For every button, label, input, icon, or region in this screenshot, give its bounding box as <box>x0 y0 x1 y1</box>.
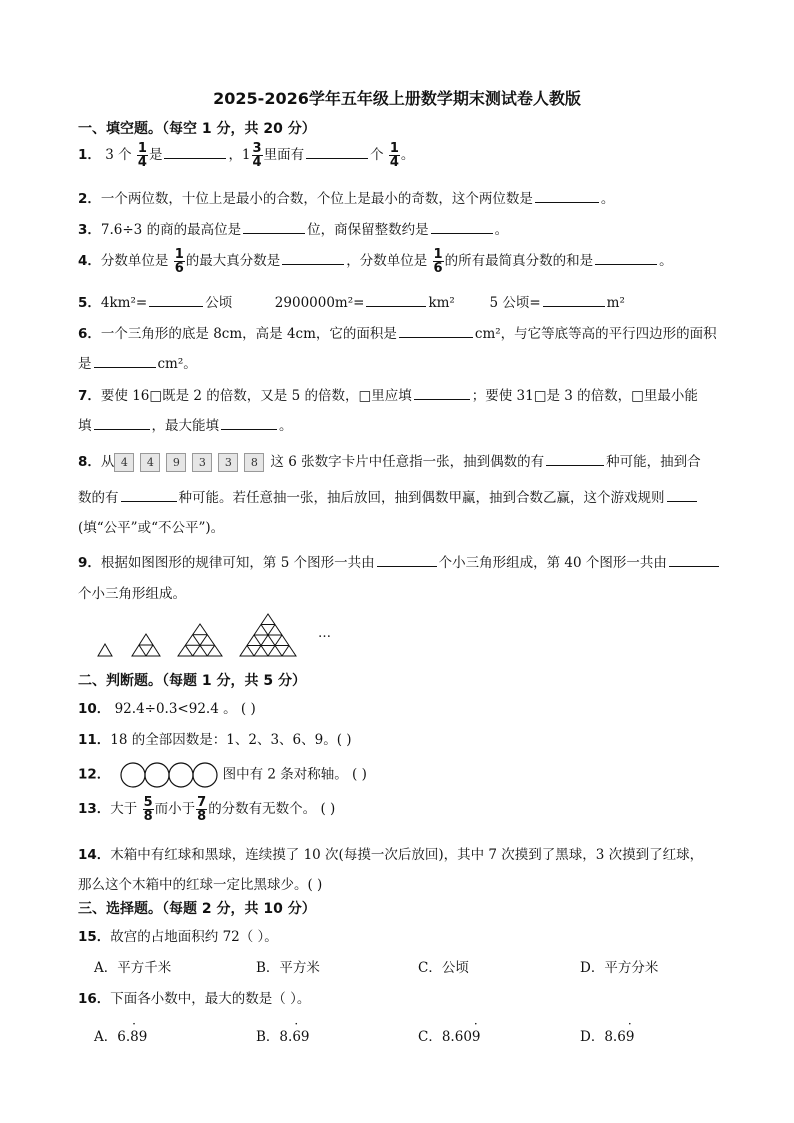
answer-blank[interactable] <box>414 386 470 400</box>
number-card: 8 <box>244 453 264 472</box>
fraction: $\frac{3}{4}$ <box>252 141 262 170</box>
answer-blank[interactable] <box>306 145 368 159</box>
answer-blank[interactable] <box>149 293 203 307</box>
question-10: 10． 92.4÷0.3<92.4 。 ( ) <box>78 701 256 717</box>
answer-blank[interactable] <box>543 293 605 307</box>
q16-option-a[interactable]: A．6.· 89 <box>94 1025 147 1045</box>
question-11: 11．18 的全部因数是：1、2、3、6、9。( ) <box>78 732 352 748</box>
triangle-figure-2 <box>132 634 160 656</box>
answer-blank[interactable] <box>282 251 344 265</box>
question-5: 5．4km²= 公顷 2900000m²= km² 5 公顷= m² <box>78 295 625 311</box>
question-7-line-2: 填 ，最大能填 。 <box>78 418 293 434</box>
fraction: $\frac{1}{6}$ <box>174 247 184 276</box>
pattern-ellipsis: … <box>318 626 331 641</box>
q15-option-c[interactable]: C．公顷 <box>418 960 469 976</box>
answer-blank[interactable] <box>243 220 305 234</box>
q15-option-a[interactable]: A．平方千米 <box>94 960 172 976</box>
four-circles-figure <box>115 762 223 788</box>
answer-blank[interactable] <box>595 251 657 265</box>
question-14-line-2: 那么这个木箱中的红球一定比黑球少。( ) <box>78 877 323 893</box>
fraction: $\frac{1}{4}$ <box>137 141 147 170</box>
question-12: 12． 图中有 2 条对称轴。 ( ) <box>78 762 367 788</box>
question-8-line-2: 数的有 种可能。若任意抽一张，抽后放回，抽到偶数甲赢，抽到合数乙赢，这个游戏规则 <box>78 486 699 506</box>
q15-option-d[interactable]: D．平方分米 <box>580 960 659 976</box>
answer-blank[interactable] <box>94 354 156 368</box>
question-6-line-1: 6．一个三角形的底是 8cm，高是 4cm，它的面积是 cm²，与它等底等高的平行四边形的面积 <box>78 326 717 342</box>
triangle-figure-4 <box>240 614 296 656</box>
answer-blank[interactable] <box>164 145 226 159</box>
question-9-line-2: 个小三角形组成。 <box>78 586 186 602</box>
answer-blank[interactable] <box>399 324 473 338</box>
section-true-false-heading: 二、判断题。（每题 1 分，共 5 分） <box>78 673 306 689</box>
number-card: 4 <box>114 453 134 472</box>
fraction: $\frac{7}{8}$ <box>197 795 207 824</box>
question-14-line-1: 14．木箱中有红球和黑球，连续摸了 10 次(每摸一次后放回)，其中 7 次摸到了黑球，3 次摸到了红球， <box>78 847 704 863</box>
question-8-line-3: (填“公平”或“不公平”)。 <box>78 520 225 536</box>
section-fill-blank-heading: 一、填空题。（每空 1 分，共 20 分） <box>78 121 316 137</box>
number-card: 3 <box>192 453 212 472</box>
question-6-line-2: 是 cm²。 <box>78 356 197 372</box>
fraction: $\frac{1}{4}$ <box>389 141 399 170</box>
question-13: 13．大于 $\frac{5}{8}$ 而小于 $\frac{7}{8}$ 的分数有无数个。 ( ) <box>78 795 336 824</box>
fraction: $\frac{5}{8}$ <box>143 795 153 824</box>
question-1: 1． 3 个 $\frac{1}{4}$ 是 ，1 $\frac{3}{4}$ 里面有 个 $\frac{1}{4}$ 。 <box>78 141 415 170</box>
answer-blank[interactable] <box>431 220 493 234</box>
section-multiple-choice-heading: 三、选择题。（每题 2 分，共 10 分） <box>78 901 316 917</box>
q16-option-c[interactable]: C．8.60· 9 <box>418 1025 481 1045</box>
answer-blank[interactable] <box>121 488 177 502</box>
answer-blank[interactable] <box>535 189 599 203</box>
answer-blank[interactable] <box>221 416 277 430</box>
number-card: 9 <box>166 453 186 472</box>
answer-blank[interactable] <box>94 416 150 430</box>
page-title: 2025-2026学年五年级上册数学期末测试卷人教版 <box>213 89 581 108</box>
triangle-figure-3 <box>178 624 222 656</box>
question-9-line-1: 9．根据如图图形的规律可知，第 5 个图形一共由 个小三角形组成，第 40 个图形一共由 <box>78 551 721 571</box>
question-15: 15．故宫的占地面积约 72（ ）。 <box>78 929 278 945</box>
answer-blank[interactable] <box>667 488 697 502</box>
question-4: 4．分数单位是 $\frac{1}{6}$ 的最大真分数是 ，分数单位是 $\frac{1}{6}$ 的所有最简真分数的和是 。 <box>78 247 673 276</box>
question-16: 16．下面各小数中，最大的数是（ ）。 <box>78 991 311 1007</box>
answer-blank[interactable] <box>366 293 426 307</box>
answer-blank[interactable] <box>546 452 604 466</box>
answer-blank[interactable] <box>669 553 719 567</box>
q16-option-d[interactable]: D．8.6· 9 <box>580 1025 634 1045</box>
question-2: 2．一个两位数，十位上是最小的合数，个位上是最小的奇数，这个两位数是 。 <box>78 191 615 207</box>
answer-blank[interactable] <box>377 553 437 567</box>
question-7-line-1: 7．要使 16□既是 2 的倍数，又是 5 的倍数，□里应填 ；要使 31□是 3 的倍数，□里最小能 <box>78 388 698 404</box>
triangle-pattern-figure <box>96 612 356 664</box>
q15-option-b[interactable]: B．平方米 <box>256 960 320 976</box>
triangle-pattern-svg <box>96 612 356 660</box>
question-3: 3．7.6÷3 的商的最高位是 位，商保留整数约是 。 <box>78 222 509 238</box>
q16-option-b[interactable]: B．8.· 69 <box>256 1025 310 1045</box>
triangle-figure-1 <box>98 644 112 656</box>
number-cards <box>114 454 270 470</box>
number-card: 4 <box>140 453 160 472</box>
question-8-line-1: 8．从 4 4 9 3 3 8 这 6 张数字卡片中任意指一张，抽到偶数的有 种可能，抽到合 <box>78 454 701 470</box>
fraction: $\frac{1}{6}$ <box>433 247 443 276</box>
number-card: 3 <box>218 453 238 472</box>
